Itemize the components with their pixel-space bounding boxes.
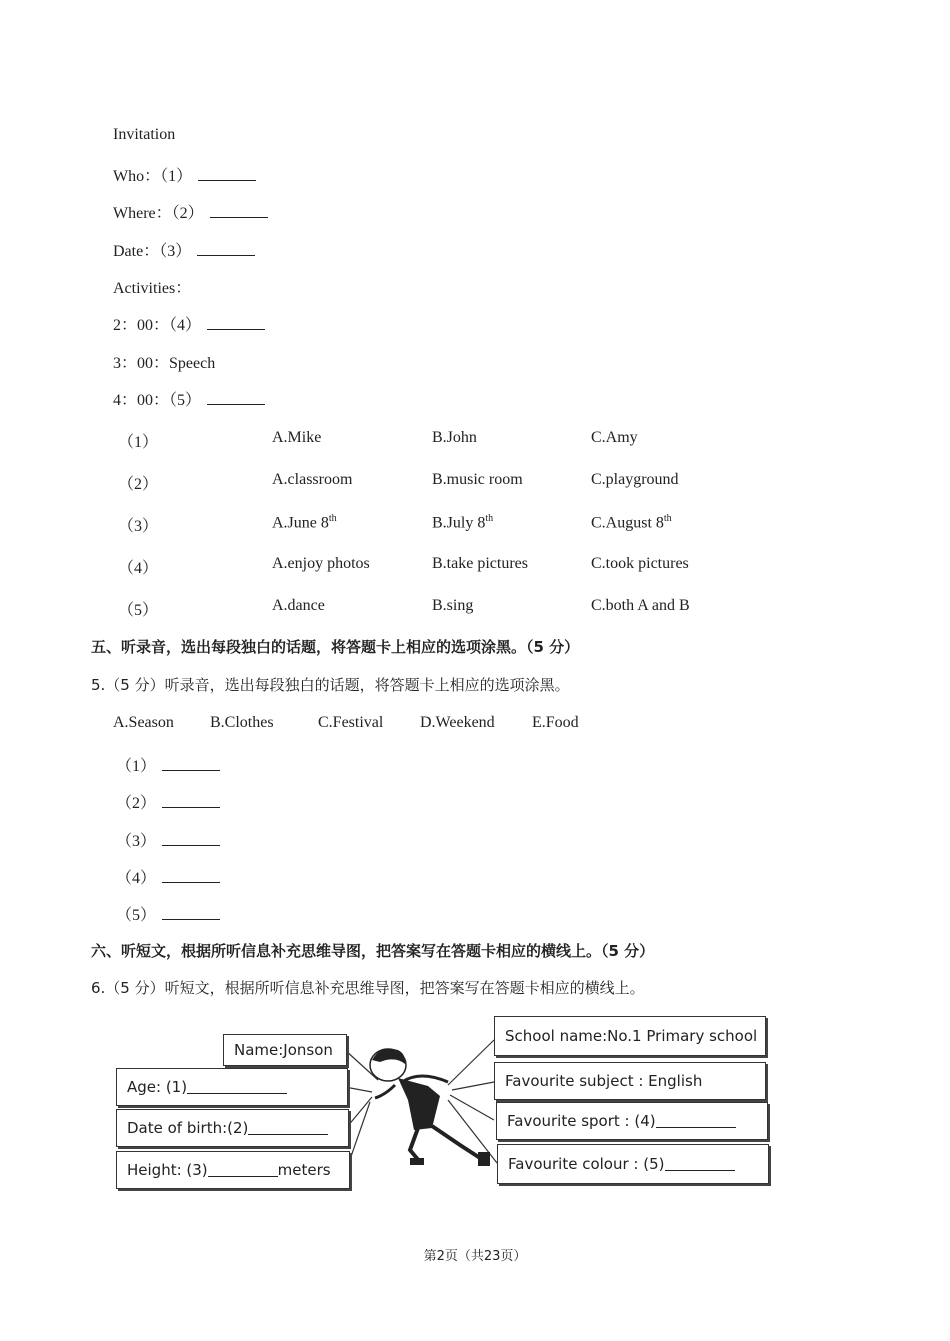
height-box: Height: (3) meters (116, 1151, 350, 1189)
invitation-activities: Activities： (113, 280, 192, 297)
choice-food: E.Food (532, 714, 579, 731)
page-footer: 第2页（共23页） (423, 1249, 527, 1264)
invitation-3pm: 3：00：Speech (113, 355, 216, 372)
section5-heading: 五、听录音，选出每段独白的话题，将答题卡上相应的选项涂黑。（5 分） (91, 638, 580, 656)
answer-blank: （2） (116, 790, 220, 813)
section6-question: 6.（5 分）听短文，根据所听信息补充思维导图，把答案写在答题卡相应的横线上。 (91, 979, 645, 997)
choice-season: A.Season (113, 714, 174, 731)
option-b: B.music room (432, 471, 523, 488)
invitation-where: Where：（2） (113, 200, 268, 223)
school-name-box: School name:No.1 Primary school (494, 1016, 766, 1056)
answer-blank: （5） (116, 902, 220, 925)
option-a: A.Mike (272, 429, 322, 446)
invitation-date: Date：（3） (113, 238, 255, 261)
answer-blank: （1） (116, 753, 220, 776)
section5-question: 5.（5 分）听录音，选出每段独白的话题，将答题卡上相应的选项涂黑。 (91, 676, 570, 694)
option-b: B.take pictures (432, 555, 528, 572)
option-c: C.both A and B (591, 597, 690, 614)
choice-festival: C.Festival (318, 714, 384, 731)
invitation-2pm: 2：00：（4） (113, 312, 265, 335)
option-row-num: （3） (118, 518, 159, 535)
option-row-num: （1） (118, 434, 159, 451)
option-row-num: （2） (118, 476, 159, 493)
invitation-title: Invitation (113, 126, 176, 143)
option-row-num: （4） (118, 560, 159, 577)
option-b: B.John (432, 429, 477, 446)
name-box: Name:Jonson (223, 1034, 347, 1066)
favourite-subject-box: Favourite subject : English (494, 1062, 766, 1100)
option-a: A.dance (272, 597, 325, 614)
invitation-who: Who：（1） (113, 163, 256, 186)
option-c: C.Amy (591, 429, 638, 446)
favourite-colour-box: Favourite colour : (5) (497, 1144, 769, 1184)
option-a: A.classroom (272, 471, 353, 488)
option-a: A.enjoy photos (272, 555, 370, 572)
invitation-4pm: 4：00：（5） (113, 387, 265, 410)
choice-weekend: D.Weekend (420, 714, 495, 731)
section6-heading: 六、听短文，根据所听信息补充思维导图，把答案写在答题卡相应的横线上。（5 分） (91, 942, 655, 960)
option-c: C.playground (591, 471, 679, 488)
favourite-sport-box: Favourite sport : (4) (496, 1102, 768, 1140)
date-of-birth-box: Date of birth:(2) (116, 1109, 349, 1147)
option-b: B.sing (432, 597, 474, 614)
option-c: C.August 8th (591, 513, 672, 532)
age-box: Age: (1) (116, 1068, 348, 1106)
answer-blank: （3） (116, 828, 220, 851)
option-b: B.July 8th (432, 513, 494, 532)
option-a: A.June 8th (272, 513, 337, 532)
option-c: C.took pictures (591, 555, 689, 572)
option-row-num: （5） (118, 602, 159, 619)
answer-blank: （4） (116, 865, 220, 888)
choice-clothes: B.Clothes (210, 714, 274, 731)
